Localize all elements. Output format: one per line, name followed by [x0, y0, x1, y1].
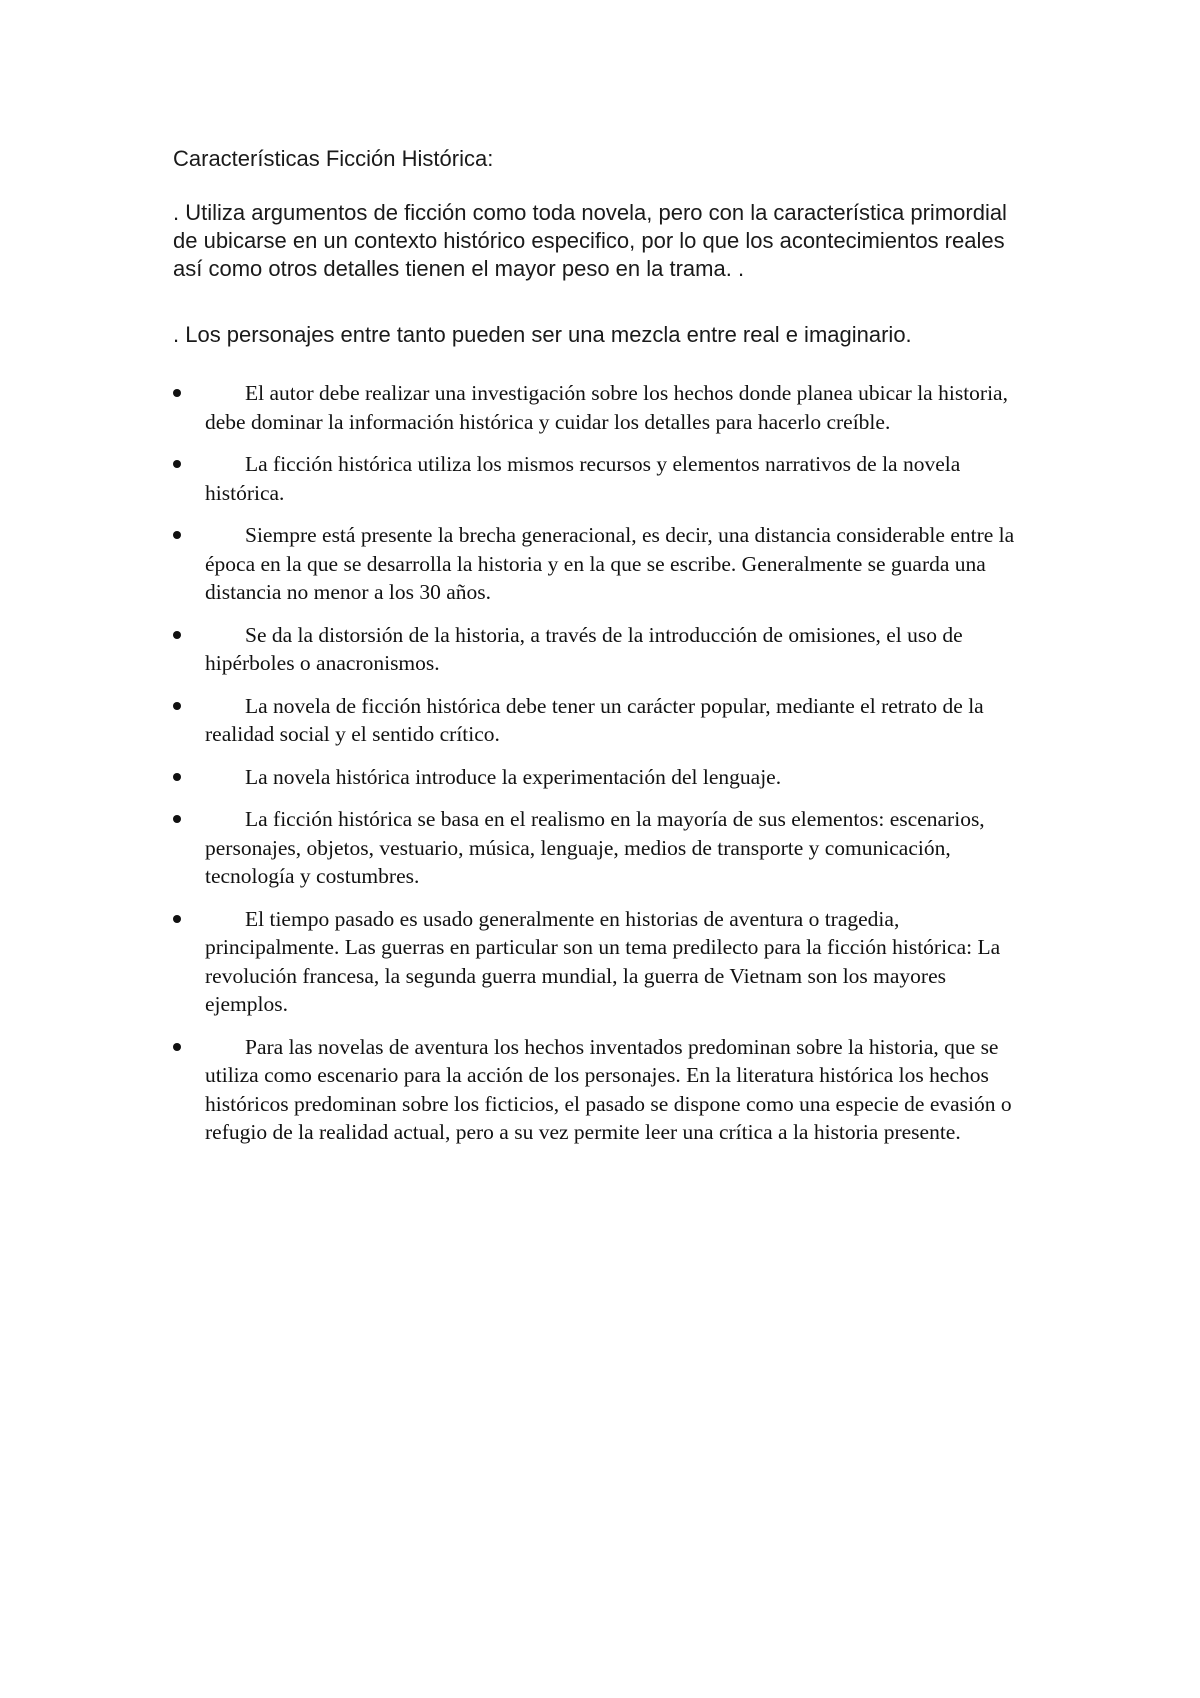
list-item [173, 450, 1033, 507]
list-item [173, 763, 1033, 792]
list-item-text: La novela de ficción histórica debe tener un carácter popular, mediante el retrato de la realidad social y el sentido crítico. [205, 693, 984, 746]
list-item [173, 379, 1033, 436]
bullet-icon [173, 915, 181, 923]
list-item [173, 1033, 1033, 1147]
document-body [173, 145, 1033, 1161]
bullet-icon [173, 531, 181, 539]
list-item [173, 621, 1033, 678]
bullet-icon [173, 631, 181, 639]
list-item [173, 905, 1033, 1019]
list-item-text: Siempre está presente la brecha generacional, es decir, una distancia considerable entre la época en la que se desarrolla la historia y en la que se escribe. Generalmente se guarda una distancia no menor a los 30 años. [205, 523, 1015, 604]
document-title: Características Ficción Histórica: [173, 146, 494, 171]
list-item-text: Se da la distorsión de la historia, a través de la introducción de omisiones, el uso de hipérboles o anacronismos. [205, 622, 963, 675]
list-item [173, 521, 1033, 607]
list-item-text: La ficción histórica se basa en el realismo en la mayoría de sus elementos: escenarios, personajes, objetos, vestuario, música, lenguaje, medios de transporte y comunicación, tecnología y costumbres. [205, 807, 985, 888]
list-item-text: El autor debe realizar una investigación sobre los hechos donde planea ubicar la historia, debe dominar la información histórica y cuidar los detalles para hacerlo creíble. [205, 381, 1008, 434]
bullet-icon [173, 702, 181, 710]
list-item-text: La novela histórica introduce la experimentación del lenguaje. [245, 764, 782, 789]
bullet-icon [173, 815, 181, 823]
list-item [173, 692, 1033, 749]
list-item-text: La ficción histórica utiliza los mismos recursos y elementos narrativos de la novela histórica. [205, 452, 961, 505]
paragraph-personajes: . Los personajes entre tanto pueden ser una mezcla entre real e imaginario. [173, 322, 912, 347]
list-item-text: Para las novelas de aventura los hechos inventados predominan sobre la historia, que se utiliza como escenario para la acción de los personajes. En la literatura histórica los hechos históricos predominan sobre los ficticios, el pasado se dispone como una especie de evasión o refugio de la realidad actual, pero a su vez permite leer una crítica a la historia presente. [205, 1034, 1012, 1144]
bullet-icon [173, 1043, 181, 1051]
paragraph-argumentos: . Utiliza argumentos de ficción como toda novela, pero con la característica primordial de ubicarse en un contexto histórico especifico, por lo que los acontecimientos reales así como otros detalles tienen el mayor peso en la trama. . [173, 200, 1007, 281]
bullet-icon [173, 460, 181, 468]
list-item [173, 805, 1033, 891]
list-item-text: El tiempo pasado es usado generalmente en historias de aventura o tragedia, principalmente. Las guerras en particular son un tema predilecto para la ficción histórica: La revolución francesa, la segunda guerra mundial, la guerra de Vietnam son los mayores ejemplos. [205, 906, 1001, 1016]
bullet-icon [173, 773, 181, 781]
bullet-icon [173, 389, 181, 397]
characteristics-list [173, 379, 1033, 1147]
